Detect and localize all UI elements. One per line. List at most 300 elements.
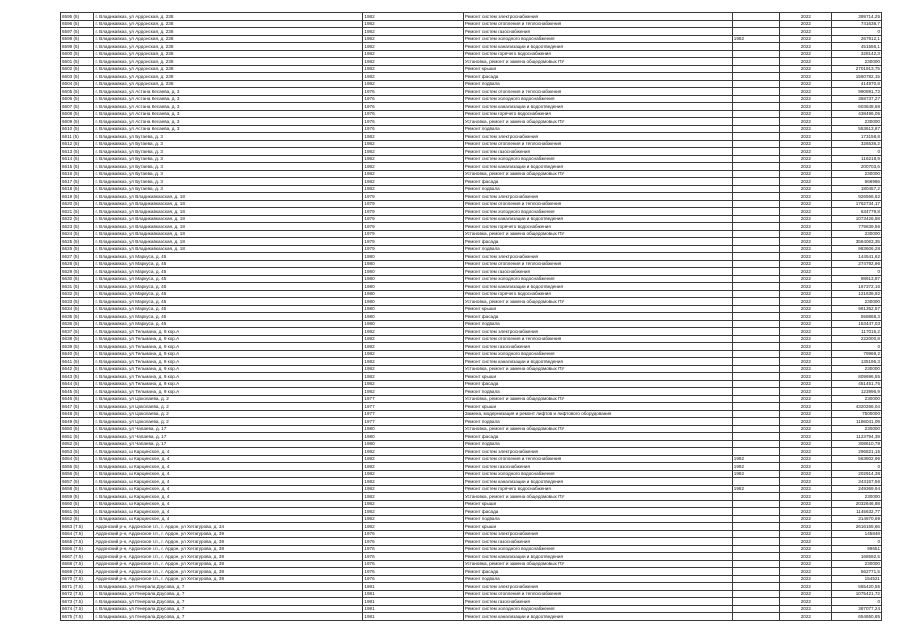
plan-year-cell: 2022 <box>780 28 832 36</box>
table-row <box>61 170 882 178</box>
work-type-cell: Ремонт фасада <box>463 568 732 576</box>
address-cell: г. Владикавказ, ул Тельмана, д. 9 кор.А <box>94 350 363 358</box>
address-cell: г. Владикавказ, ул Маркуса, д. 45 <box>94 260 363 268</box>
work-type-cell: Ремонт систем электроснабжения <box>463 253 732 261</box>
row-number-cell: 6628 (5) <box>61 260 94 268</box>
row-number-cell: 6631 (5) <box>61 283 94 291</box>
table-row <box>61 320 882 328</box>
cost-cell: 2032646,88 <box>832 500 882 508</box>
build-year-cell: 1979 <box>363 223 463 231</box>
work-type-cell: Установка, ремонт и замена общедомовых ПУ <box>463 298 732 306</box>
plan-year-cell: 2022 <box>780 328 832 336</box>
build-year-cell: 1979 <box>363 230 463 238</box>
work-type-cell: Ремонт систем отопления и теплоснабжения <box>463 455 732 463</box>
last-repair-year-cell <box>732 193 780 201</box>
row-number-cell: 6653 (5) <box>61 448 94 456</box>
address-cell: г. Владикавказ, ул Бутаева, д. 3 <box>94 163 363 171</box>
address-cell: г. Владикавказ, ул Ардонская, д. 238 <box>94 80 363 88</box>
build-year-cell: 1976 <box>363 553 463 561</box>
table-row <box>61 358 882 366</box>
build-year-cell: 1981 <box>363 598 463 606</box>
last-repair-year-cell <box>732 418 780 426</box>
work-type-cell: Ремонт систем газоснабжения <box>463 598 732 606</box>
cost-cell: 326536,2 <box>832 140 882 148</box>
work-type-cell: Ремонт систем канализации и водоотведения <box>463 43 732 51</box>
table-row <box>61 223 882 231</box>
cost-cell: 387077,24 <box>832 605 882 613</box>
build-year-cell: 1982 <box>363 13 463 21</box>
cost-cell: 230000 <box>832 298 882 306</box>
address-cell: г. Владикавказ, ул Ардонская, д. 238 <box>94 73 363 81</box>
plan-year-cell: 2022 <box>780 110 832 118</box>
plan-year-cell: 2022 <box>780 365 832 373</box>
cost-cell: 451556,1 <box>832 43 882 51</box>
address-cell: г. Владикавказ, ул Астана Кесаева, д. 3 <box>94 118 363 126</box>
plan-year-cell: 2022 <box>780 178 832 186</box>
cost-cell: 634779,8 <box>832 208 882 216</box>
cost-cell: 167372,16 <box>832 283 882 291</box>
row-number-cell: 6650 (5) <box>61 425 94 433</box>
cost-cell: 990891,72 <box>832 88 882 96</box>
plan-year-cell: 2022 <box>780 440 832 448</box>
row-number-cell: 6638 (5) <box>61 335 94 343</box>
last-repair-year-cell <box>732 155 780 163</box>
last-repair-year-cell <box>732 260 780 268</box>
work-type-cell: Ремонт крыши <box>463 403 732 411</box>
last-repair-year-cell <box>732 223 780 231</box>
row-number-cell: 6637 (5) <box>61 328 94 336</box>
build-year-cell: 1982 <box>363 485 463 493</box>
work-type-cell: Установка, ремонт и замена общедомовых ПУ <box>463 395 732 403</box>
row-number-cell: 6620 (5) <box>61 200 94 208</box>
plan-year-cell: 2022 <box>780 575 832 583</box>
plan-year-cell: 2022 <box>780 148 832 156</box>
address-cell: г. Владикавказ, ул Астана Кесаева, д. 3 <box>94 103 363 111</box>
row-number-cell: 6597 (5) <box>61 28 94 36</box>
plan-year-cell: 2022 <box>780 590 832 598</box>
last-repair-year-cell <box>732 500 780 508</box>
plan-year-cell: 2022 <box>780 478 832 486</box>
address-cell: г. Владикавказ, ул Маркуса, д. 45 <box>94 298 363 306</box>
row-number-cell: 6661 (5) <box>61 508 94 516</box>
work-type-cell: Ремонт фасада <box>463 433 732 441</box>
last-repair-year-cell <box>732 403 780 411</box>
plan-year-cell: 2022 <box>780 283 832 291</box>
last-repair-year-cell <box>732 388 780 396</box>
row-number-cell: 6672 (7.5) <box>61 590 94 598</box>
plan-year-cell: 2022 <box>780 583 832 591</box>
plan-year-cell: 2022 <box>780 275 832 283</box>
work-type-cell: Ремонт подвала <box>463 388 732 396</box>
row-number-cell: 6662 (5) <box>61 515 94 523</box>
plan-year-cell: 2022 <box>780 155 832 163</box>
plan-year-cell: 2022 <box>780 298 832 306</box>
table-row <box>61 380 882 388</box>
last-repair-year-cell <box>732 545 780 553</box>
cost-cell: 230000 <box>832 170 882 178</box>
row-number-cell: 6643 (5) <box>61 373 94 381</box>
last-repair-year-cell <box>732 590 780 598</box>
row-number-cell: 6670 (7.5) <box>61 575 94 583</box>
work-type-cell: Ремонт систем газоснабжения <box>463 343 732 351</box>
plan-year-cell: 2022 <box>780 395 832 403</box>
last-repair-year-cell: 1982 <box>732 463 780 471</box>
address-cell: г. Владикавказ, ул Маркуса, д. 45 <box>94 283 363 291</box>
address-cell: г. Владикавказ, ул Цоколаева, д. 2 <box>94 418 363 426</box>
build-year-cell: 1979 <box>363 238 463 246</box>
table-row <box>61 73 882 81</box>
table-row <box>61 508 882 516</box>
address-cell: г. Владикавказ, ул Ардонская, д. 238 <box>94 35 363 43</box>
build-year-cell: 1982 <box>363 65 463 73</box>
plan-year-cell: 2022 <box>780 305 832 313</box>
cost-cell: 1560782,15 <box>832 73 882 81</box>
table-row <box>61 253 882 261</box>
plan-year-cell: 2022 <box>780 350 832 358</box>
address-cell: г. Владикавказ, ул Ардонская, д. 238 <box>94 58 363 66</box>
cost-cell: 230000 <box>832 425 882 433</box>
last-repair-year-cell <box>732 305 780 313</box>
work-type-cell: Ремонт систем электроснабжения <box>463 530 732 538</box>
work-type-cell: Ремонт подвала <box>463 185 732 193</box>
row-number-cell: 6630 (5) <box>61 275 94 283</box>
cost-cell: 0 <box>832 148 882 156</box>
plan-year-cell: 2022 <box>780 95 832 103</box>
row-number-cell: 6642 (5) <box>61 365 94 373</box>
row-number-cell: 6615 (5) <box>61 163 94 171</box>
build-year-cell: 1980 <box>363 260 463 268</box>
table-row <box>61 515 882 523</box>
cost-cell: 399714,25 <box>832 13 882 21</box>
table-row <box>61 43 882 51</box>
plan-year-cell: 2022 <box>780 613 832 621</box>
work-type-cell: Ремонт систем отопления и теплоснабжения <box>463 335 732 343</box>
address-cell: г. Владикавказ, ул Владикавказская, д. 18 <box>94 223 363 231</box>
plan-year-cell: 2022 <box>780 80 832 88</box>
row-number-cell: 6668 (7.5) <box>61 560 94 568</box>
last-repair-year-cell <box>732 65 780 73</box>
address-cell: г. Владикавказ, ул Маркуса, д. 45 <box>94 275 363 283</box>
last-repair-year-cell <box>732 28 780 36</box>
address-cell: г. Владикавказ, ул Бутаева, д. 3 <box>94 155 363 163</box>
last-repair-year-cell <box>732 290 780 298</box>
address-cell: Ардонский р-н, Ардонское г.п., г. Ардон, ул Хетагурова, д. 39 <box>94 545 363 553</box>
row-number-cell: 6601 (5) <box>61 58 94 66</box>
table-row <box>61 530 882 538</box>
build-year-cell: 1982 <box>363 43 463 51</box>
row-number-cell: 6645 (5) <box>61 388 94 396</box>
table-row <box>61 418 882 426</box>
table-row <box>61 230 882 238</box>
work-type-cell: Ремонт фасада <box>463 313 732 321</box>
row-number-cell: 6621 (5) <box>61 208 94 216</box>
last-repair-year-cell <box>732 508 780 516</box>
address-cell: г. Владикавказ, ул Тельмана, д. 9 кор.А <box>94 373 363 381</box>
cost-cell: 230000 <box>832 560 882 568</box>
table-row <box>61 583 882 591</box>
address-cell: г. Владикавказ, ул Генерала Дзусова, д. 7 <box>94 613 363 621</box>
build-year-cell: 1982 <box>363 350 463 358</box>
address-cell: Ардонский р-н, Ардонское г.п., г. Ардон, ул Хетагурова, д. 39 <box>94 560 363 568</box>
plan-year-cell: 2022 <box>780 313 832 321</box>
plan-year-cell: 2022 <box>780 508 832 516</box>
address-cell: г. Владикавказ, ул Маркуса, д. 45 <box>94 305 363 313</box>
row-number-cell: 6623 (5) <box>61 223 94 231</box>
table-row <box>61 598 882 606</box>
table-row <box>61 605 882 613</box>
row-number-cell: 6660 (5) <box>61 500 94 508</box>
build-year-cell: 1980 <box>363 433 463 441</box>
table-row <box>61 193 882 201</box>
cost-cell: 123996,9 <box>832 388 882 396</box>
plan-year-cell: 2022 <box>780 448 832 456</box>
work-type-cell: Ремонт систем канализации и водоотведения <box>463 163 732 171</box>
last-repair-year-cell <box>732 568 780 576</box>
address-cell: г. Владикавказ, ул Ардонская, д. 238 <box>94 20 363 28</box>
row-number-cell: 6633 (5) <box>61 298 94 306</box>
plan-year-cell: 2022 <box>780 43 832 51</box>
address-cell: г. Владикавказ, ул Чапаева, д. 17 <box>94 425 363 433</box>
build-year-cell: 1976 <box>363 530 463 538</box>
table-row <box>61 313 882 321</box>
cost-cell: 230000 <box>832 395 882 403</box>
cost-cell: 328142,3 <box>832 50 882 58</box>
last-repair-year-cell <box>732 515 780 523</box>
cost-cell: 1073426,58 <box>832 215 882 223</box>
row-number-cell: 6619 (5) <box>61 193 94 201</box>
table-row <box>61 260 882 268</box>
cost-cell: 230000 <box>832 230 882 238</box>
build-year-cell: 1976 <box>363 568 463 576</box>
plan-year-cell: 2022 <box>780 238 832 246</box>
last-repair-year-cell <box>732 118 780 126</box>
table-row <box>61 403 882 411</box>
table-row <box>61 238 882 246</box>
last-repair-year-cell: 1982 <box>732 485 780 493</box>
work-type-cell: Ремонт систем газоснабжения <box>463 148 732 156</box>
cost-cell: 145848 <box>832 530 882 538</box>
build-year-cell: 1979 <box>363 200 463 208</box>
last-repair-year-cell <box>732 523 780 531</box>
build-year-cell: 1982 <box>363 155 463 163</box>
cost-cell: 154521 <box>832 575 882 583</box>
cost-cell: 0 <box>832 598 882 606</box>
last-repair-year-cell <box>732 605 780 613</box>
address-cell: г. Владикавказ, ул Маркуса, д. 45 <box>94 268 363 276</box>
work-type-cell: Ремонт систем электроснабжения <box>463 328 732 336</box>
table-row <box>61 538 882 546</box>
work-type-cell: Ремонт подвала <box>463 440 732 448</box>
work-type-cell: Ремонт систем газоснабжения <box>463 28 732 36</box>
row-number-cell: 6602 (5) <box>61 65 94 73</box>
plan-year-cell: 2022 <box>780 418 832 426</box>
build-year-cell: 1980 <box>363 268 463 276</box>
build-year-cell: 1979 <box>363 215 463 223</box>
row-number-cell: 6656 (5) <box>61 470 94 478</box>
address-cell: г. Владикавказ, ул Бутаева, д. 3 <box>94 148 363 156</box>
last-repair-year-cell <box>732 395 780 403</box>
row-number-cell: 6649 (5) <box>61 418 94 426</box>
build-year-cell: 1982 <box>363 133 463 141</box>
work-type-cell: Установка, ремонт и замена общедомовых ПУ <box>463 365 732 373</box>
work-type-cell: Ремонт подвала <box>463 320 732 328</box>
plan-year-cell: 2022 <box>780 463 832 471</box>
row-number-cell: 6635 (5) <box>61 313 94 321</box>
table-row <box>61 103 882 111</box>
plan-year-cell: 2022 <box>780 223 832 231</box>
address-cell: г. Владикавказ, ул Бутаева, д. 3 <box>94 185 363 193</box>
build-year-cell: 1982 <box>363 448 463 456</box>
last-repair-year-cell <box>732 313 780 321</box>
cost-cell: 562771,5 <box>832 568 882 576</box>
cost-cell: 563802,96 <box>832 455 882 463</box>
build-year-cell: 1982 <box>363 148 463 156</box>
row-number-cell: 6596 (5) <box>61 20 94 28</box>
last-repair-year-cell <box>732 530 780 538</box>
plan-year-cell: 2022 <box>780 125 832 133</box>
table-row <box>61 343 882 351</box>
row-number-cell: 6675 (7.5) <box>61 613 94 621</box>
work-type-cell: Ремонт подвала <box>463 515 732 523</box>
address-cell: г. Владикавказ, ш Карцинское, д. 4 <box>94 448 363 456</box>
last-repair-year-cell <box>732 448 780 456</box>
last-repair-year-cell <box>732 50 780 58</box>
plan-year-cell: 2022 <box>780 20 832 28</box>
table-row <box>61 268 882 276</box>
address-cell: г. Владикавказ, ул Бутаева, д. 3 <box>94 133 363 141</box>
cost-cell: 2616165,66 <box>832 523 882 531</box>
table-row <box>61 553 882 561</box>
plan-year-cell: 2022 <box>780 530 832 538</box>
build-year-cell: 1980 <box>363 253 463 261</box>
row-number-cell: 6669 (7.5) <box>61 568 94 576</box>
cost-cell: 200703,6 <box>832 163 882 171</box>
work-type-cell: Ремонт подвала <box>463 80 732 88</box>
address-cell: г. Владикавказ, ш Карцинское, д. 4 <box>94 493 363 501</box>
last-repair-year-cell <box>732 358 780 366</box>
table-row <box>61 35 882 43</box>
work-type-cell: Ремонт систем канализации и водоотведения <box>463 283 732 291</box>
cost-cell: 983606,28 <box>832 245 882 253</box>
last-repair-year-cell <box>732 365 780 373</box>
row-number-cell: 6612 (5) <box>61 140 94 148</box>
build-year-cell: 1982 <box>363 170 463 178</box>
cost-cell: 1145632,77 <box>832 508 882 516</box>
work-type-cell: Ремонт систем горячего водоснабжения <box>463 290 732 298</box>
cost-cell: 654650,85 <box>832 613 882 621</box>
last-repair-year-cell <box>732 275 780 283</box>
build-year-cell: 1976 <box>363 545 463 553</box>
table-row <box>61 493 882 501</box>
last-repair-year-cell <box>732 73 780 81</box>
plan-year-cell: 2022 <box>780 425 832 433</box>
row-number-cell: 6659 (5) <box>61 493 94 501</box>
table-row <box>61 545 882 553</box>
build-year-cell: 1980 <box>363 425 463 433</box>
last-repair-year-cell <box>732 238 780 246</box>
row-number-cell: 6613 (5) <box>61 148 94 156</box>
last-repair-year-cell <box>732 103 780 111</box>
build-year-cell: 1982 <box>363 500 463 508</box>
build-year-cell: 1980 <box>363 275 463 283</box>
last-repair-year-cell <box>732 13 780 21</box>
work-type-cell: Ремонт систем холодного водоснабжения <box>463 155 732 163</box>
last-repair-year-cell <box>732 170 780 178</box>
address-cell: г. Владикавказ, ул Цоколаева, д. 2 <box>94 395 363 403</box>
address-cell: г. Владикавказ, ул Маркуса, д. 45 <box>94 320 363 328</box>
row-number-cell: 6674 (7.5) <box>61 605 94 613</box>
work-type-cell: Ремонт систем электроснабжения <box>463 193 732 201</box>
build-year-cell: 1982 <box>363 343 463 351</box>
last-repair-year-cell <box>732 298 780 306</box>
cost-cell: 230000 <box>832 118 882 126</box>
last-repair-year-cell <box>732 493 780 501</box>
table-row <box>61 410 882 418</box>
address-cell: г. Владикавказ, ул Астана Кесаева, д. 3 <box>94 110 363 118</box>
plan-year-cell: 2022 <box>780 358 832 366</box>
table-row <box>61 125 882 133</box>
row-number-cell: 6598 (5) <box>61 35 94 43</box>
plan-year-cell: 2022 <box>780 493 832 501</box>
row-number-cell: 6614 (5) <box>61 155 94 163</box>
plan-year-cell: 2022 <box>780 58 832 66</box>
last-repair-year-cell <box>732 20 780 28</box>
last-repair-year-cell <box>732 163 780 171</box>
row-number-cell: 6673 (7.5) <box>61 598 94 606</box>
address-cell: г. Владикавказ, ул Тельмана, д. 9 кор.А <box>94 358 363 366</box>
work-type-cell: Ремонт систем газоснабжения <box>463 538 732 546</box>
work-type-cell: Установка, ремонт и замена общедомовых ПУ <box>463 230 732 238</box>
plan-year-cell: 2022 <box>780 260 832 268</box>
row-number-cell: 6667 (7.5) <box>61 553 94 561</box>
last-repair-year-cell <box>732 88 780 96</box>
row-number-cell: 6658 (5) <box>61 485 94 493</box>
last-repair-year-cell: 1982 <box>732 455 780 463</box>
table-row <box>61 20 882 28</box>
work-type-cell: Ремонт систем холодного водоснабжения <box>463 95 732 103</box>
table-row <box>61 335 882 343</box>
build-year-cell: 1980 <box>363 283 463 291</box>
cost-cell: 153447,03 <box>832 320 882 328</box>
table-row <box>61 448 882 456</box>
row-number-cell: 6641 (5) <box>61 358 94 366</box>
cost-cell: 3584063,35 <box>832 238 882 246</box>
cost-cell: 98913,87 <box>832 275 882 283</box>
build-year-cell: 1981 <box>363 583 463 591</box>
build-year-cell: 1979 <box>363 193 463 201</box>
address-cell: г. Владикавказ, ул Тельмана, д. 9 кор.А <box>94 388 363 396</box>
row-number-cell: 6636 (5) <box>61 320 94 328</box>
work-type-cell: Ремонт систем холодного водоснабжения <box>463 35 732 43</box>
table-row <box>61 148 882 156</box>
cost-cell: 144541,62 <box>832 253 882 261</box>
work-type-cell: Ремонт подвала <box>463 125 732 133</box>
cost-cell: 116218,9 <box>832 155 882 163</box>
table-row <box>61 523 882 531</box>
cost-cell: 553613,87 <box>832 125 882 133</box>
address-cell: Ардонский р-н, Ардонское г.п., г. Ардон, ул Хетагурова, д. 39 <box>94 538 363 546</box>
work-type-cell: Ремонт крыши <box>463 65 732 73</box>
plan-year-cell: 2022 <box>780 568 832 576</box>
table-row <box>61 88 882 96</box>
last-repair-year-cell <box>732 140 780 148</box>
table-row <box>61 50 882 58</box>
plan-year-cell: 2022 <box>780 515 832 523</box>
cost-cell: 249369,94 <box>832 485 882 493</box>
last-repair-year-cell: 1982 <box>732 35 780 43</box>
build-year-cell: 1982 <box>363 73 463 81</box>
build-year-cell: 1982 <box>363 365 463 373</box>
